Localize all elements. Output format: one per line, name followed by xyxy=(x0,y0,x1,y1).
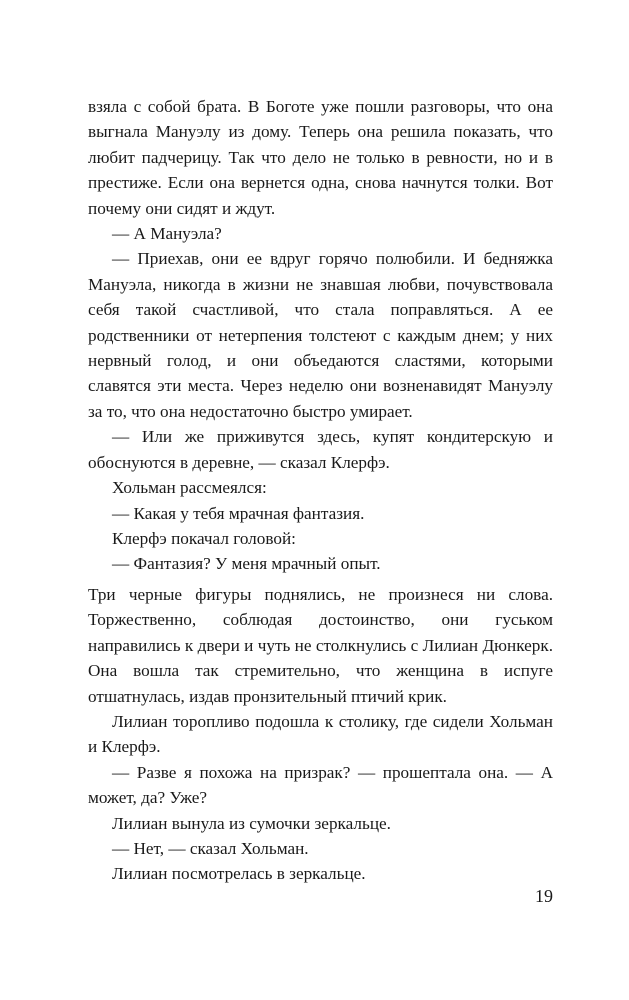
paragraph: — Приехав, они ее вдруг горячо полюбили. И бедняжка Мануэла, никогда в жизни не знавшая любви, почувствовала себя такой счастливой, что стала поправляться. А ее родственники от нетерпения толстеют с каждым днем; у них нервный голод, и они объедаются сластями, которыми славятся эти места. Через неделю они возненавидят Мануэлу за то, что она недостаточно быстро умирает. xyxy=(88,249,553,421)
paragraph: Лилиан торопливо подошла к столику, где сидели Хольман и Клерфэ. xyxy=(88,712,553,757)
paragraph: Лилиан вынула из сумочки зеркальце. xyxy=(112,813,391,833)
paragraph: — Какая у тебя мрачная фантазия. xyxy=(112,503,365,523)
paragraph: Три черные фигуры поднялись, не произнеся ни слова. Торжественно, соблюдая достоинство, они гуськом направились к двери и чуть не столкнулись с Лилиан Дюнкерк. Она вошла так стремительно, что женщина в испуге отшатнулась, издав пронзительный птичий крик. xyxy=(88,585,553,706)
paragraph: Лилиан посмотрелась в зеркальце. xyxy=(112,864,366,884)
page-number: 19 xyxy=(535,886,553,906)
paragraph: — Нет, — сказал Хольман. xyxy=(112,839,309,859)
paragraph: взяла с собой брата. В Боготе уже пошли разговоры, что она выгнала Мануэлу из дому. Теперь она решила показать, что любит падчерицу. Так что дело не только в ревности, но и в престиже. Если она вернется одна, снова начнутся толки. Вот почему они сидят и ждут. xyxy=(88,97,553,218)
paragraph: — Разве я похожа на призрак? — прошептала она. — А может, да? Уже? xyxy=(88,762,553,808)
paragraph: Клерфэ покачал головой: xyxy=(112,528,296,548)
text-section-1 xyxy=(88,94,553,577)
text-section-2 xyxy=(88,582,553,887)
paragraph: — Или же приживутся здесь, купят кондитерскую и обоснуются в деревне, — сказал Клерфэ. xyxy=(88,427,553,472)
paragraph: — Фантазия? У меня мрачный опыт. xyxy=(112,554,381,574)
paragraph: — А Мануэла? xyxy=(112,224,222,244)
paragraph: Хольман рассмеялся: xyxy=(112,478,267,498)
